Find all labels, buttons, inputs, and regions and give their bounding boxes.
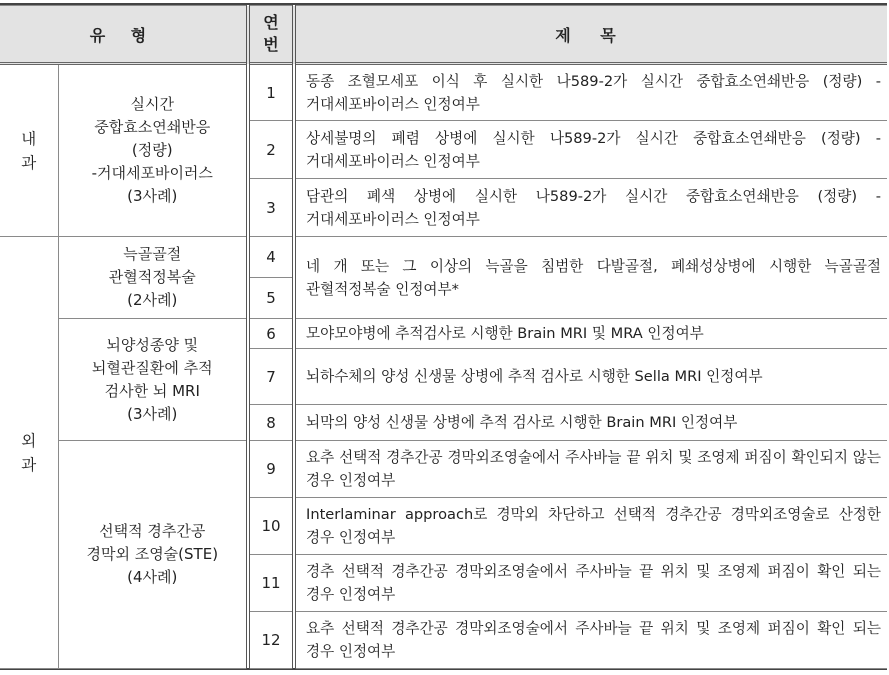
- row-number: 7: [248, 349, 294, 405]
- row-number: 1: [248, 64, 294, 121]
- dept-surgical-line2: 과: [21, 455, 37, 474]
- group-type-line: 검사한 뇌 MRI: [104, 381, 200, 400]
- row-title: 뇌하수체의 양성 신생물 상병에 추적 검사로 시행한 Sella MRI 인정여부: [294, 349, 887, 405]
- row-title: 요추 선택적 경추간공 경막외조영술에서 주사바늘 끝 위치 및 조영제 퍼짐이 확인 되는 경우 인정여부: [294, 612, 887, 669]
- dept-surgical-line1: 외: [21, 431, 37, 450]
- row-title: 네 개 또는 그 이상의 늑골을 침범한 다발골절, 폐쇄성상병에 시행한 늑골골절 관혈적정복술 인정여부*: [294, 237, 887, 319]
- group-type-line: 실시간: [130, 95, 174, 113]
- header-row: [0, 6, 887, 64]
- dept-internal: [0, 64, 58, 237]
- dept-internal-line2: 과: [21, 153, 37, 172]
- group-type-line: (4사례): [127, 568, 178, 586]
- group-type: [58, 319, 248, 441]
- table-row: [0, 64, 887, 121]
- header-title: 제 목: [294, 6, 887, 64]
- row-title: 경추 선택적 경추간공 경막외조영술에서 주사바늘 끝 위치 및 조영제 퍼짐이 확인 되는 경우 인정여부: [294, 555, 887, 612]
- row-number: 3: [248, 179, 294, 237]
- group-type: [58, 237, 248, 319]
- row-title: 상세불명의 폐렴 상병에 실시한 나589-2가 실시간 중합효소연쇄반응 (정량) - 거대세포바이러스 인정여부: [294, 121, 887, 179]
- group-type: [58, 441, 248, 669]
- group-type-line: 뇌혈관질환에 추적: [91, 358, 213, 377]
- case-table: [0, 5, 887, 669]
- row-number: 11: [248, 555, 294, 612]
- row-number: 5: [248, 278, 294, 319]
- header-type: 유 형: [0, 6, 248, 64]
- group-type-line: (3사례): [127, 187, 178, 205]
- row-number: 12: [248, 612, 294, 669]
- row-title: 뇌막의 양성 신생물 상병에 추적 검사로 시행한 Brain MRI 인정여부: [294, 405, 887, 441]
- group-type-line: 뇌양성종양 및: [106, 335, 199, 354]
- row-number: 9: [248, 441, 294, 498]
- row-title: 요추 선택적 경추간공 경막외조영술에서 주사바늘 끝 위치 및 조영제 퍼짐이 확인되지 않는 경우 인정여부: [294, 441, 887, 498]
- row-title: Interlaminar approach로 경막외 차단하고 선택적 경추간공 경막외조영술로 산정한 경우 인정여부: [294, 498, 887, 555]
- row-title: 모야모야병에 추적검사로 시행한 Brain MRI 및 MRA 인정여부: [294, 319, 887, 349]
- header-number-line2: 번: [263, 35, 279, 54]
- group-type-line: 선택적 경추간공: [99, 522, 206, 540]
- group-type-line: (정량): [131, 141, 173, 159]
- group-type-line: (3사례): [127, 404, 178, 423]
- row-number: 4: [248, 237, 294, 278]
- dept-internal-line1: 내: [21, 129, 37, 148]
- table-row: [0, 441, 887, 498]
- group-type-line: -거대세포바이러스: [91, 164, 213, 182]
- row-number: 8: [248, 405, 294, 441]
- group-type: [58, 64, 248, 237]
- group-type-line: 경막외 조영술(STE): [86, 545, 219, 563]
- header-number: [248, 6, 294, 64]
- case-table-frame: [0, 3, 887, 670]
- header-number-line1: 연: [263, 13, 279, 32]
- dept-surgical: [0, 237, 58, 669]
- row-title: 동종 조혈모세포 이식 후 실시한 나589-2가 실시간 중합효소연쇄반응 (정량) -거대세포바이러스 인정여부: [294, 64, 887, 121]
- row-number: 10: [248, 498, 294, 555]
- group-type-line: 늑골골절: [123, 245, 182, 263]
- group-type-line: (2사례): [127, 291, 178, 309]
- row-number: 2: [248, 121, 294, 179]
- group-type-line: 중합효소연쇄반응: [94, 118, 211, 136]
- group-type-line: 관혈적정복술: [108, 268, 196, 286]
- table-row: [0, 319, 887, 349]
- table-row: [0, 237, 887, 278]
- row-title: 담관의 폐색 상병에 실시한 나589-2가 실시간 중합효소연쇄반응 (정량) - 거대세포바이러스 인정여부: [294, 179, 887, 237]
- row-number: 6: [248, 319, 294, 349]
